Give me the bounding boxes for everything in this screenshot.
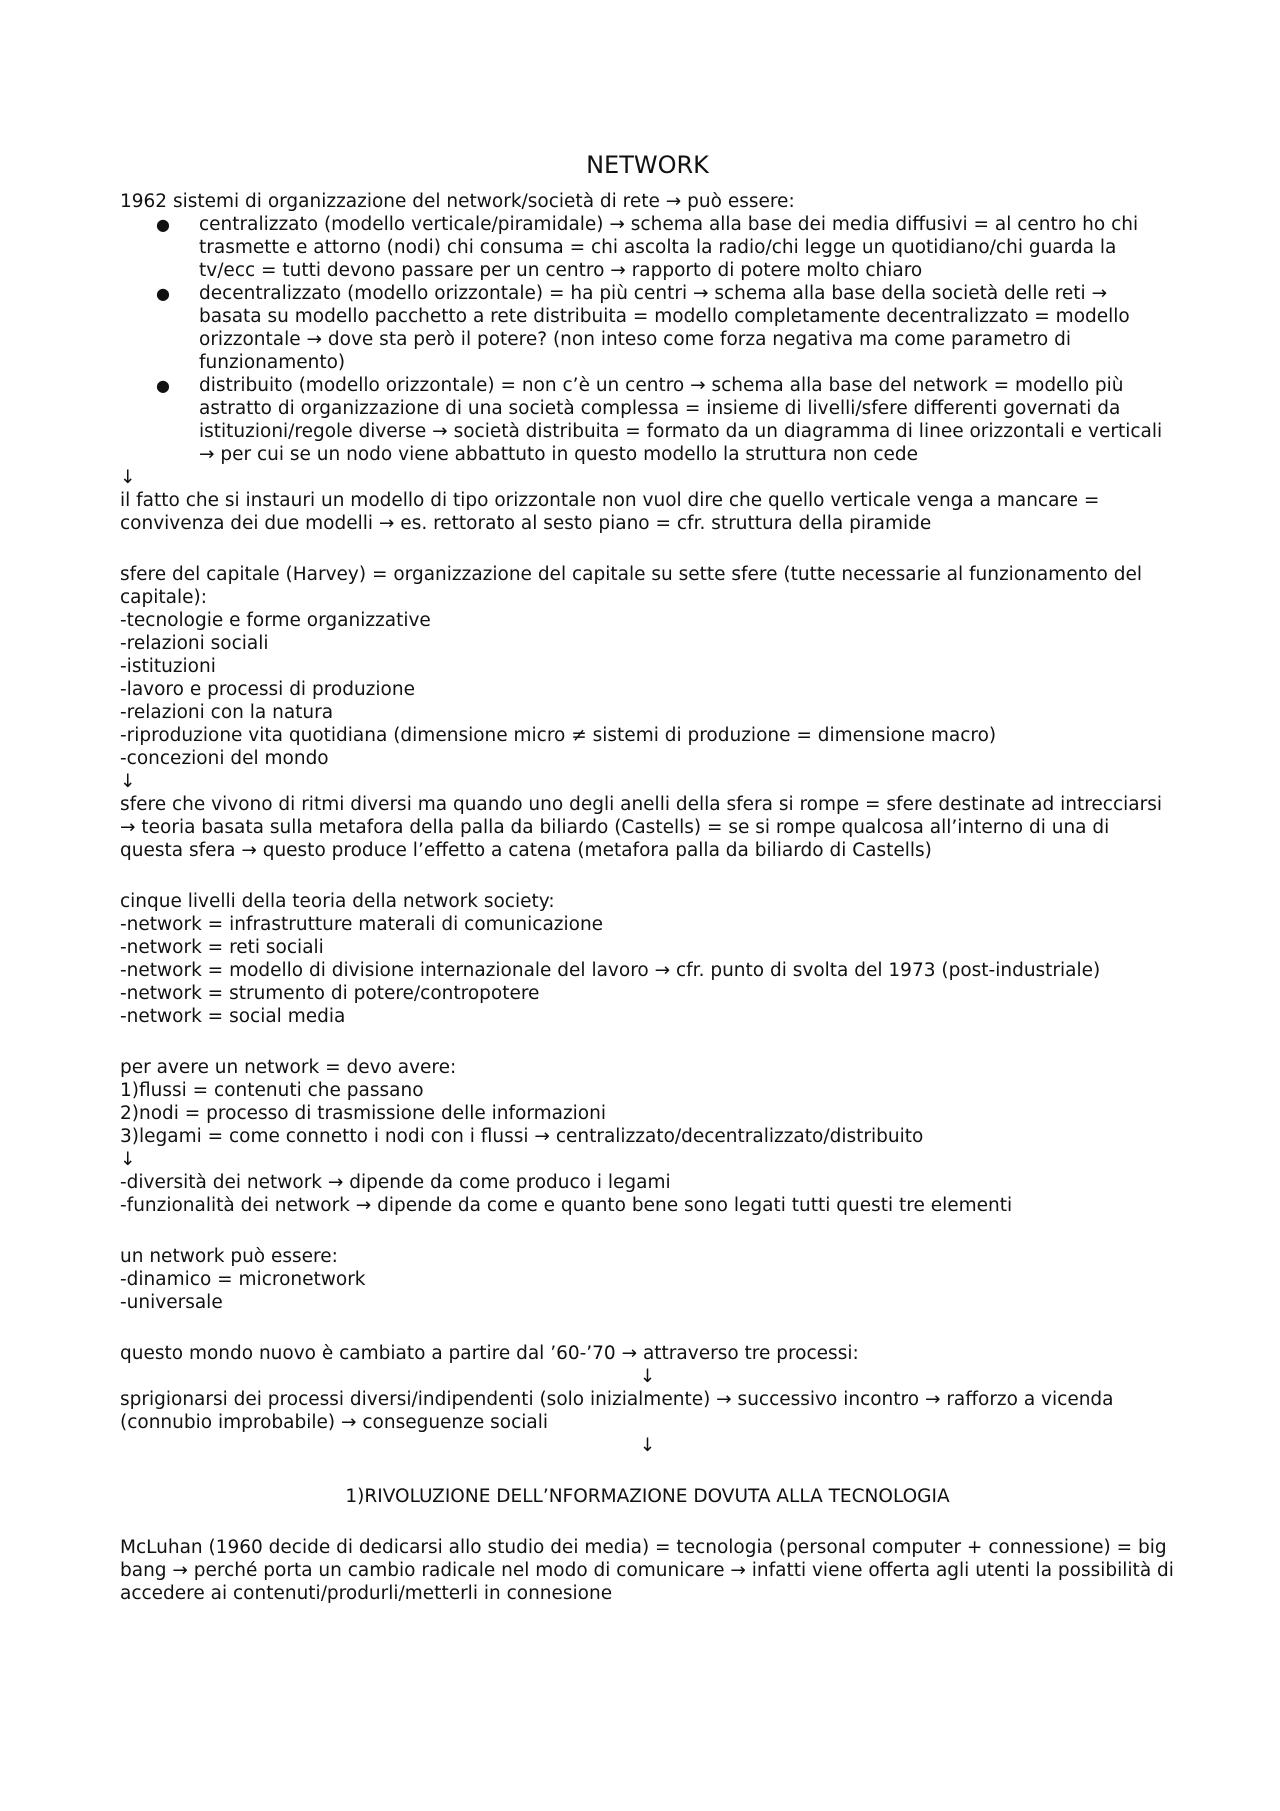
paragraph: il fatto che si instauri un modello di tipo orizzontale non vuol dire che quello verticale venga a mancare = convivenza dei due modelli → es. rettorato al sesto piano = cfr. struttura della piramide bbox=[120, 490, 1100, 534]
list-item: -universale bbox=[120, 1292, 223, 1313]
section-heading: 1)RIVOLUZIONE DELL’NFORMAZIONE DOVUTA ALLA TECNOLOGIA bbox=[345, 1486, 950, 1507]
list-item bbox=[120, 282, 1175, 374]
spacer bbox=[120, 1028, 1175, 1056]
list-item: -relazioni con la natura bbox=[120, 702, 334, 723]
paragraph: sfere che vivono di ritmi diversi ma quando uno degli anelli della sfera si rompe = sfere destinate ad intrecciarsi → teoria basata sulla metafora della palla da biliardo (Castells) = se si rompe qualcosa all’interno di una di questa sfera → questo produce l’effetto a catena (metafora palla da biliardo di Castells) bbox=[120, 794, 1163, 861]
list-item-text: distribuito (modello orizzontale) = non c’è un centro → schema alla base del network = modello più astratto di organizzazione di una società complessa = insieme di livelli/sfere differenti governati da istituzioni/regole diverse → società distribuita = formato da un diagramma di linee orizzontali e verticali → per cui se un nodo viene abbattuto in questo modello la struttura non cede bbox=[199, 375, 1163, 465]
paragraph: questo mondo nuovo è cambiato a partire dal ’60-’70 → attraverso tre processi: bbox=[120, 1343, 859, 1364]
page-title: NETWORK bbox=[586, 151, 709, 179]
down-arrow: ↓ bbox=[120, 771, 136, 792]
list-item: -network = social media bbox=[120, 1006, 346, 1027]
list-item: -diversità dei network → dipende da come produco i legami bbox=[120, 1172, 671, 1193]
list-item: -dinamico = micronetwork bbox=[120, 1269, 366, 1290]
list-item: 2)nodi = processo di trasmissione delle informazioni bbox=[120, 1103, 606, 1124]
list-item: -network = strumento di potere/contropotere bbox=[120, 983, 540, 1004]
paragraph: 1962 sistemi di organizzazione del network/società di rete → può essere: bbox=[120, 191, 795, 212]
bullet-icon: ● bbox=[156, 376, 170, 395]
list-item: -network = reti sociali bbox=[120, 937, 324, 958]
list-item: -relazioni sociali bbox=[120, 633, 269, 654]
list-item-text: decentralizzato (modello orizzontale) = ha più centri → schema alla base della società delle reti → basata su modello pacchetto a rete distribuita = modello completamente decentralizzato = modello orizzontale → dove sta però il potere? (non inteso come forza negativa ma come parametro di funzionamento) bbox=[199, 283, 1130, 373]
list-item: -tecnologie e forme organizzative bbox=[120, 610, 431, 631]
spacer bbox=[120, 1314, 1175, 1342]
section-spheres-of-capital bbox=[120, 563, 1175, 862]
spacer bbox=[120, 535, 1175, 563]
list-item: 3)legami = come connetto i nodi con i flussi → centralizzato/decentralizzato/distribuito bbox=[120, 1126, 924, 1147]
down-arrow: ↓ bbox=[120, 467, 136, 488]
down-arrow: ↓ bbox=[120, 1149, 136, 1170]
paragraph: sprigionarsi dei processi diversi/indipendenti (solo inizialmente) → successivo incontro → rafforzo a vicenda (connubio improbabile) → conseguenze sociali bbox=[120, 1389, 1114, 1433]
section-three-processes bbox=[120, 1342, 1175, 1457]
section-network-models bbox=[120, 190, 1175, 535]
list-item-text: centralizzato (modello verticale/piramidale) → schema alla base dei media diffusivi = al centro ho chi trasmette e attorno (nodi) chi consuma = chi ascolta la radio/chi legge un quotidiano/chi guarda la tv/ecc = tutti devono passare per un centro → rapporto di potere molto chiaro bbox=[199, 214, 1139, 281]
paragraph: un network può essere: bbox=[120, 1246, 338, 1267]
list-item: -lavoro e processi di produzione bbox=[120, 679, 415, 700]
document-page bbox=[120, 150, 1175, 1605]
bullet-icon: ● bbox=[156, 215, 170, 234]
list-item bbox=[120, 213, 1175, 282]
list-item: -istituzioni bbox=[120, 656, 216, 677]
list-item: 1)flussi = contenuti che passano bbox=[120, 1080, 424, 1101]
list-item: -riproduzione vita quotidiana (dimensione micro ≠ sistemi di produzione = dimensione macro) bbox=[120, 725, 997, 746]
bullet-list bbox=[120, 213, 1175, 466]
section-network-society-levels bbox=[120, 890, 1175, 1028]
paragraph: sfere del capitale (Harvey) = organizzazione del capitale su sette sfere (tutte necessarie al funzionamento del capitale): bbox=[120, 564, 1143, 608]
spacer bbox=[120, 1457, 1175, 1485]
spacer bbox=[120, 1217, 1175, 1245]
list-item: -network = infrastrutture materali di comunicazione bbox=[120, 914, 604, 935]
paragraph: McLuhan (1960 decide di dedicarsi allo studio dei media) = tecnologia (personal computer + connessione) = big bang → perché porta un cambio radicale nel modo di comunicare → infatti viene offerta agli utenti la possibilità di accedere ai contenuti/produrli/metterli in connesione bbox=[120, 1537, 1174, 1604]
section-information-revolution bbox=[120, 1485, 1175, 1605]
list-item: -network = modello di divisione internazionale del lavoro → cfr. punto di svolta del 1973 (post-industriale) bbox=[120, 960, 1101, 981]
spacer bbox=[120, 862, 1175, 890]
bullet-icon: ● bbox=[156, 284, 170, 303]
paragraph: cinque livelli della teoria della network society: bbox=[120, 891, 555, 912]
down-arrow: ↓ bbox=[639, 1366, 656, 1387]
paragraph: per avere un network = devo avere: bbox=[120, 1057, 457, 1078]
section-network-requirements bbox=[120, 1056, 1175, 1217]
section-network-types bbox=[120, 1245, 1175, 1314]
list-item bbox=[120, 374, 1175, 466]
down-arrow: ↓ bbox=[639, 1435, 656, 1456]
list-item: -funzionalità dei network → dipende da come e quanto bene sono legati tutti questi tre elementi bbox=[120, 1195, 1013, 1216]
spacer bbox=[120, 1508, 1175, 1536]
list-item: -concezioni del mondo bbox=[120, 748, 329, 769]
